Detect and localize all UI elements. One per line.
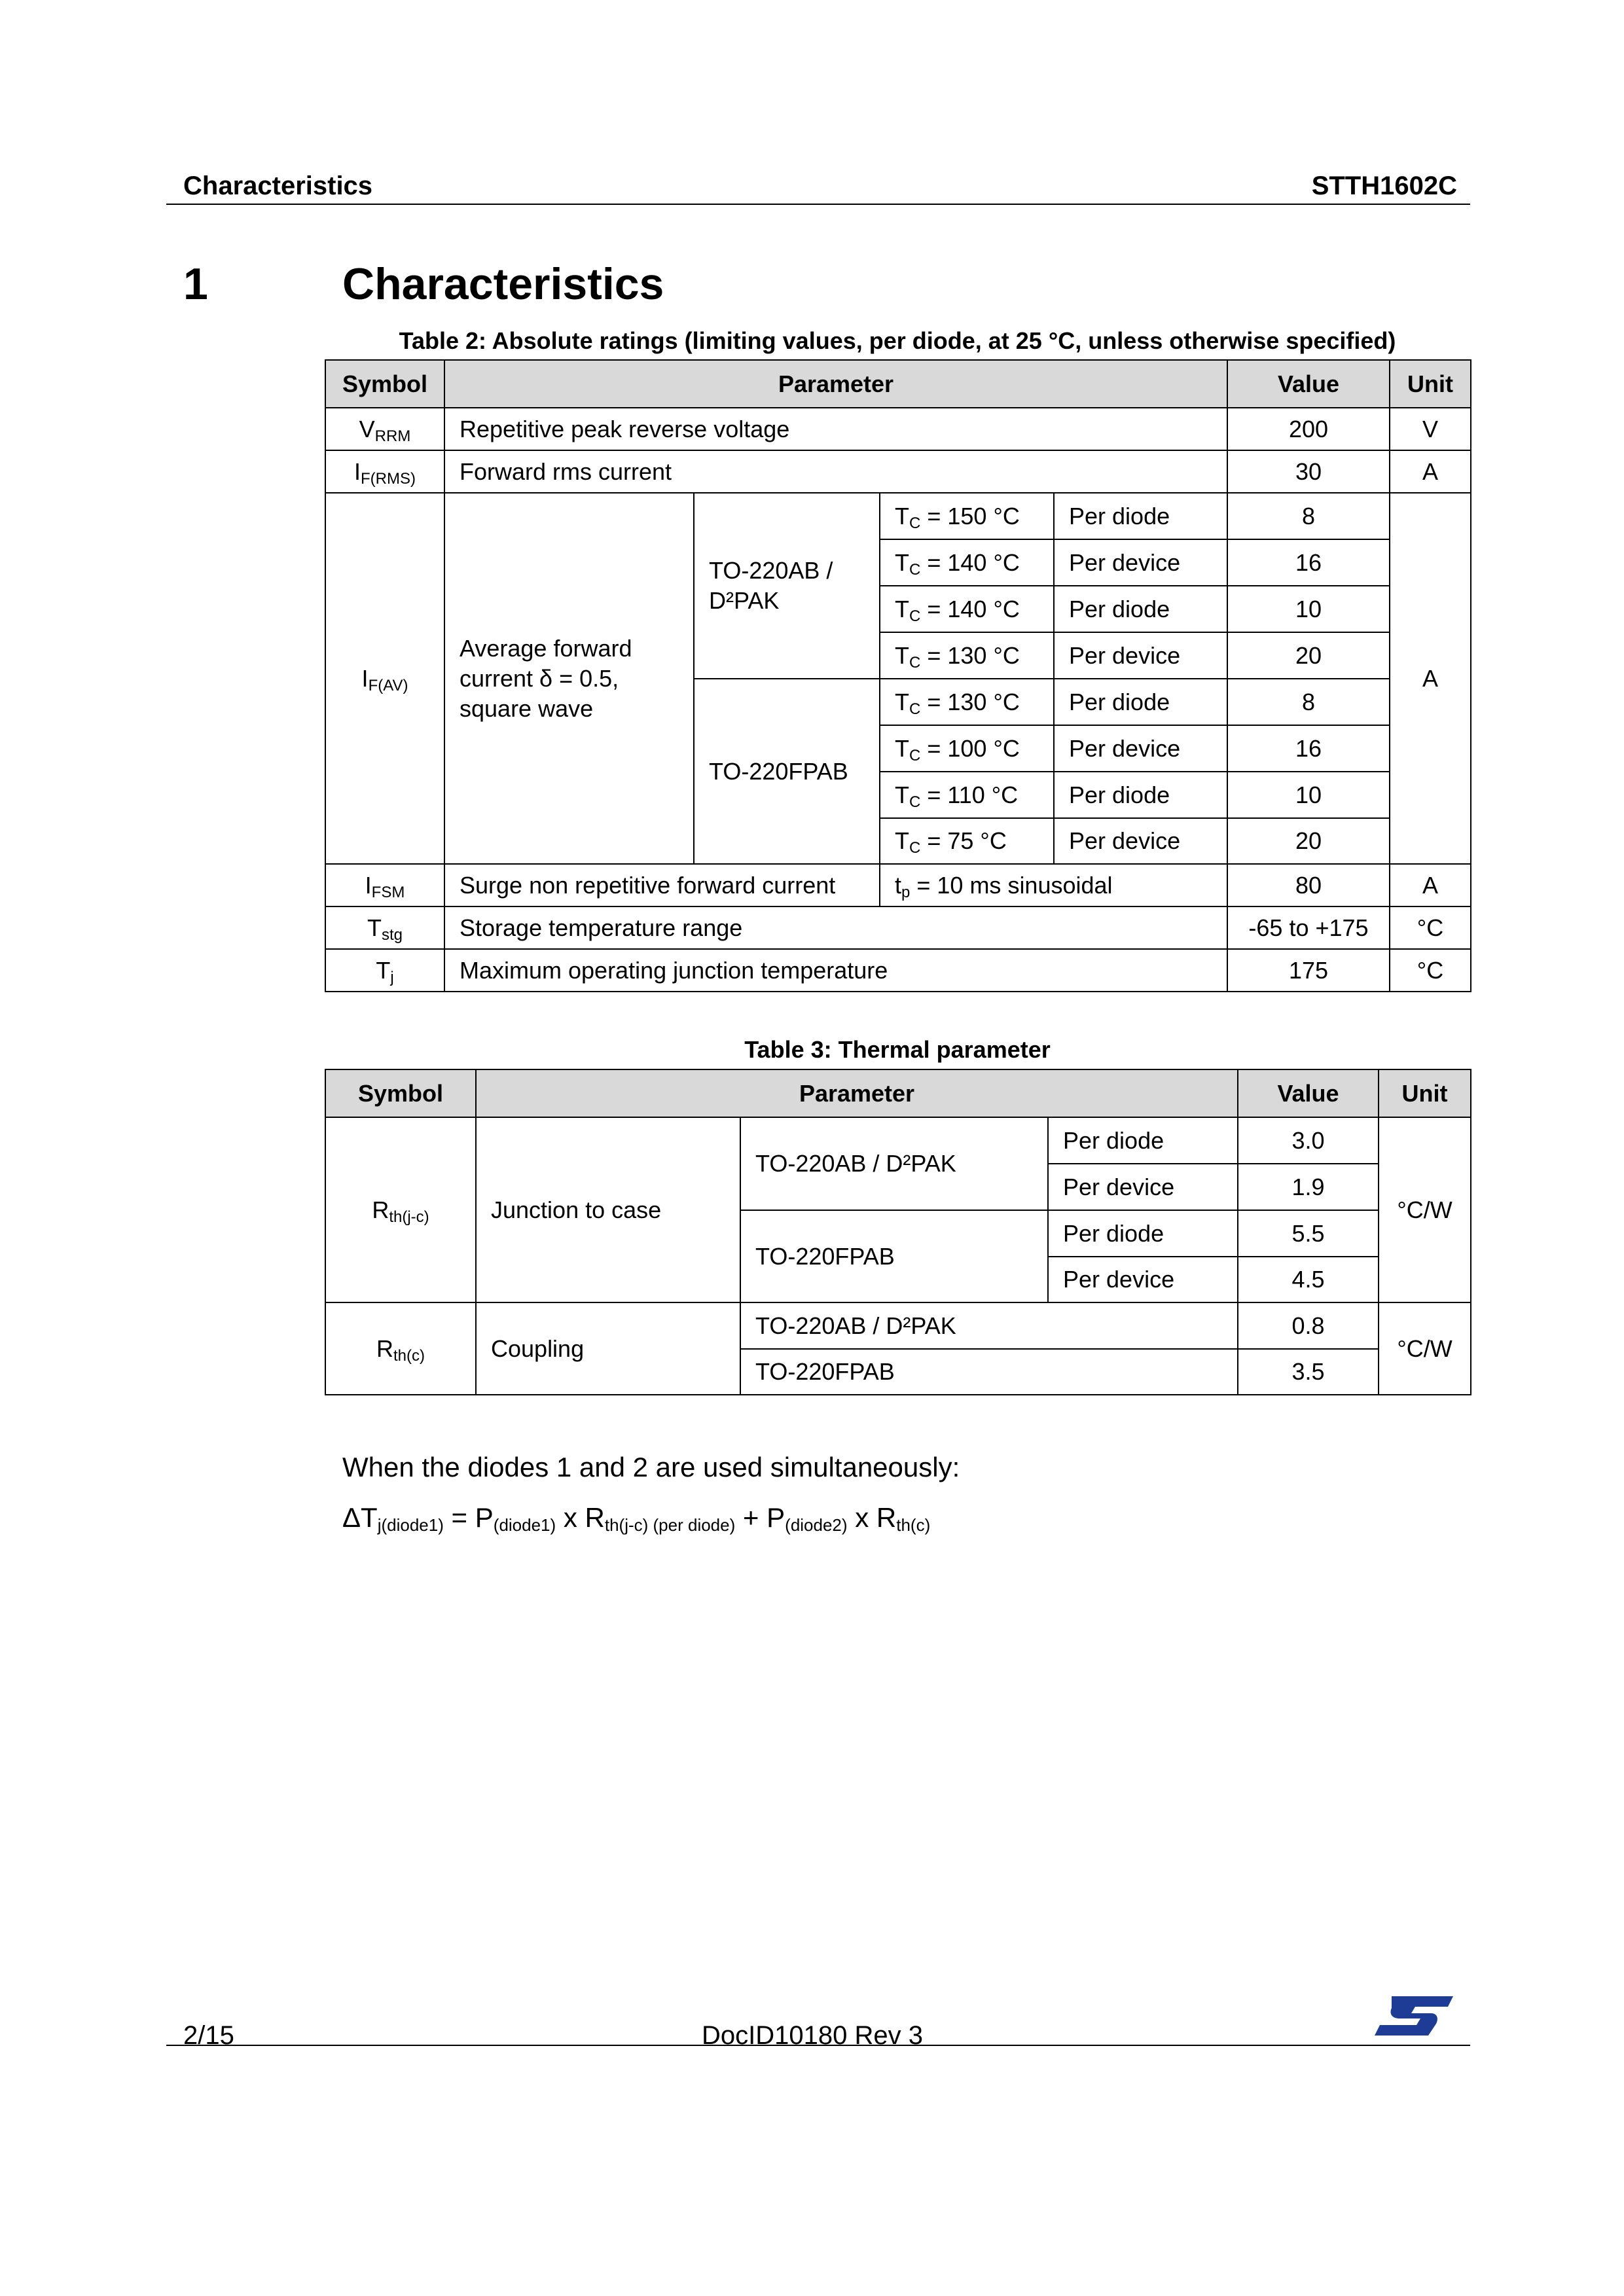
condition-ifsm: $t_p = 10$ ms sinusoidal — [880, 864, 1227, 906]
condition-tc: $T_C = 110$ °C — [880, 772, 1054, 818]
value-cell: 3.0 — [1238, 1117, 1379, 1164]
simultaneous-use-note: When the diodes 1 and 2 are used simultaneously: — [342, 1452, 960, 1482]
table-row — [325, 1302, 1471, 1349]
condition-tc: $T_C = 130$ °C — [880, 679, 1054, 725]
page-number: 2/15 — [183, 2021, 234, 2050]
table-row — [325, 1117, 1471, 1164]
section-title: Characteristics — [342, 259, 664, 309]
package-to220fpab: TO-220FPAB — [740, 1210, 1048, 1302]
value-ifrms: 30 — [1227, 450, 1390, 493]
value-cell: 10 — [1227, 772, 1390, 818]
condition-tc: $T_C = 100$ °C — [880, 725, 1054, 772]
symbol-vrrm: $V_{RRM}$ — [325, 408, 444, 450]
section-number: 1 — [183, 259, 208, 309]
condition-tc: $T_C = 140$ °C — [880, 539, 1054, 586]
per-label: Per device — [1054, 632, 1227, 679]
value-cell: 16 — [1227, 725, 1390, 772]
param-tj: Maximum operating junction temperature — [444, 949, 1227, 992]
param-tstg: Storage temperature range — [444, 906, 1227, 949]
unit-ifrms: A — [1390, 450, 1471, 493]
document-id: DocID10180 Rev 3 — [702, 2021, 923, 2050]
table-row — [325, 408, 1471, 450]
table3-header-value: Value — [1238, 1069, 1379, 1117]
table-row — [325, 450, 1471, 493]
table2-header-row — [325, 360, 1471, 408]
absolute-ratings-table — [325, 359, 1471, 992]
per-label: Per diode — [1054, 772, 1227, 818]
footer-rule — [166, 2045, 1470, 2046]
per-label: Per diode — [1054, 679, 1227, 725]
per-label: Per device — [1048, 1164, 1238, 1210]
package-to220ab: TO-220AB / D²PAK — [740, 1117, 1048, 1210]
value-vrrm: 200 — [1227, 408, 1390, 450]
value-cell: 20 — [1227, 818, 1390, 864]
st-logo-icon — [1373, 1994, 1455, 2038]
header-section-name: Characteristics — [183, 171, 373, 200]
table2-header-parameter: Parameter — [444, 360, 1227, 408]
value-cell: 0.8 — [1238, 1302, 1379, 1349]
package-cell: TO-220AB / D²PAK — [740, 1302, 1238, 1349]
table2-header-value: Value — [1227, 360, 1390, 408]
param-rthjc: Junction to case — [476, 1117, 740, 1302]
unit-tj: °C — [1390, 949, 1471, 992]
param-rthc: Coupling — [476, 1302, 740, 1395]
symbol-ifav: $I_{F(AV)}$ — [325, 493, 444, 864]
value-cell: 16 — [1227, 539, 1390, 586]
symbol-ifrms: $I_{F(RMS)}$ — [325, 450, 444, 493]
package-cell: TO-220FPAB — [740, 1349, 1238, 1395]
value-cell: 4.5 — [1238, 1257, 1379, 1302]
symbol-tj: $T_j$ — [325, 949, 444, 992]
param-ifsm: Surge non repetitive forward current — [444, 864, 880, 906]
table-row — [325, 949, 1471, 992]
unit-tstg: °C — [1390, 906, 1471, 949]
value-tj: 175 — [1227, 949, 1390, 992]
symbol-rthjc: $R_{th(j-c)}$ — [325, 1117, 476, 1302]
table3-header-unit: Unit — [1379, 1069, 1471, 1117]
table3-header-row — [325, 1069, 1471, 1117]
per-label: Per device — [1054, 818, 1227, 864]
unit-ifav: A — [1390, 493, 1471, 864]
per-label: Per diode — [1048, 1210, 1238, 1257]
table-row — [325, 864, 1471, 906]
param-ifrms: Forward rms current — [444, 450, 1227, 493]
table2-header-symbol: Symbol — [325, 360, 444, 408]
header-rule — [166, 204, 1470, 205]
package-to220fpab: TO-220FPAB — [694, 679, 880, 864]
table3-caption: Table 3: Thermal parameter — [744, 1036, 1051, 1063]
value-cell: 20 — [1227, 632, 1390, 679]
table3-header-symbol: Symbol — [325, 1069, 476, 1117]
per-label: Per diode — [1048, 1117, 1238, 1164]
value-cell: 3.5 — [1238, 1349, 1379, 1395]
symbol-rthc: $R_{th(c)}$ — [325, 1302, 476, 1395]
per-label: Per device — [1054, 539, 1227, 586]
table3-header-parameter: Parameter — [476, 1069, 1238, 1117]
per-label: Per device — [1054, 725, 1227, 772]
value-cell: 10 — [1227, 586, 1390, 632]
value-cell: 8 — [1227, 679, 1390, 725]
condition-tc: $T_C = 75$ °C — [880, 818, 1054, 864]
unit-vrrm: V — [1390, 408, 1471, 450]
param-ifav: Average forward current δ = 0.5, square wave — [444, 493, 694, 864]
value-tstg: -65 to +175 — [1227, 906, 1390, 949]
value-cell: 5.5 — [1238, 1210, 1379, 1257]
table2-header-unit: Unit — [1390, 360, 1471, 408]
unit-rthjc: °C/W — [1379, 1117, 1471, 1302]
per-label: Per device — [1048, 1257, 1238, 1302]
condition-tc: $T_C = 140$ °C — [880, 586, 1054, 632]
value-cell: 8 — [1227, 493, 1390, 539]
per-label: Per diode — [1054, 493, 1227, 539]
condition-tc: $T_C = 130$ °C — [880, 632, 1054, 679]
table2-caption: Table 2: Absolute ratings (limiting values, per diode, at 25 °C, unless otherwise specified) — [399, 327, 1396, 354]
thermal-parameter-table — [325, 1069, 1471, 1395]
header-part-number: STTH1602C — [1311, 171, 1457, 200]
symbol-tstg: $T_{stg}$ — [325, 906, 444, 949]
table-row — [325, 493, 1471, 539]
package-to220ab: TO-220AB / D²PAK — [694, 493, 880, 679]
param-vrrm: Repetitive peak reverse voltage — [444, 408, 1227, 450]
junction-temperature-formula: $\Delta T_{j(diode1)} = P_{(diode1)}$ x $R_{th(j-c) (per diode)} + P_{(diode2)}$ x $R_{th(c)}$ — [342, 1502, 931, 1535]
table-row — [325, 906, 1471, 949]
per-label: Per diode — [1054, 586, 1227, 632]
value-ifsm: 80 — [1227, 864, 1390, 906]
symbol-ifsm: $I_{FSM}$ — [325, 864, 444, 906]
condition-tc: $T_C = 150$ °C — [880, 493, 1054, 539]
value-cell: 1.9 — [1238, 1164, 1379, 1210]
unit-rthc: °C/W — [1379, 1302, 1471, 1395]
unit-ifsm: A — [1390, 864, 1471, 906]
